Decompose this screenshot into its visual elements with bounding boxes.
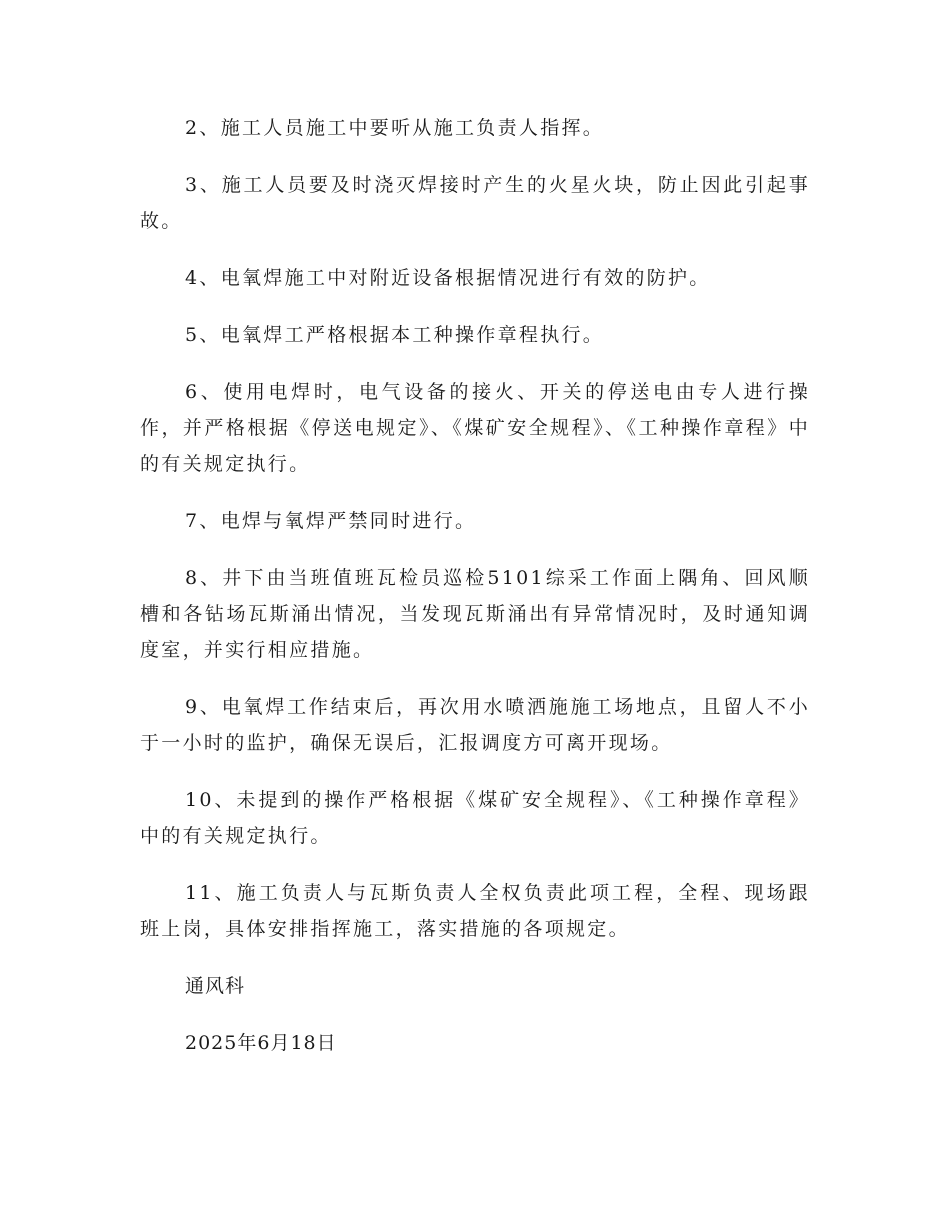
paragraph-item-6: 6、使用电焊时，电气设备的接火、开关的停送电由专人进行操作，并严格根据《停送电规定》、《煤矿安全规程》、《工种操作章程》中的有关规定执行。 xyxy=(140,381,810,475)
paragraph-item-5: 5、电氧焊工严格根据本工种操作章程执行。 xyxy=(185,324,605,346)
paragraph-item-3: 3、施工人员要及时浇灭焊接时产生的火星火块，防止因此引起事故。 xyxy=(140,174,810,232)
paragraph-item-8: 8、井下由当班值班瓦检员巡检5101综采工作面上隅角、回风顺槽和各钻场瓦斯涌出情况，当发现瓦斯涌出有异常情况时，及时通知调度室，并实行相应措施。 xyxy=(140,567,810,661)
paragraph-item-4: 4、电氧焊施工中对附近设备根据情况进行有效的防护。 xyxy=(185,267,711,289)
paragraph-item-9: 9、电氧焊工作结束后，再次用水喷洒施施工场地点，且留人不小于一小时的监护，确保无误后，汇报调度方可离开现场。 xyxy=(140,696,810,754)
document-date: 2025年6月18日 xyxy=(185,1032,337,1054)
paragraph-item-11: 11、施工负责人与瓦斯负责人全权负责此项工程，全程、现场跟班上岗，具体安排指挥施工，落实措施的各项规定。 xyxy=(140,882,810,940)
paragraph-item-10: 10、未提到的操作严格根据《煤矿安全规程》、《工种操作章程》中的有关规定执行。 xyxy=(140,789,810,847)
paragraph-item-2: 2、施工人员施工中要听从施工负责人指挥。 xyxy=(185,117,605,139)
paragraph-item-7: 7、电焊与氧焊严禁同时进行。 xyxy=(185,510,477,532)
department-signature: 通风科 xyxy=(185,975,246,997)
